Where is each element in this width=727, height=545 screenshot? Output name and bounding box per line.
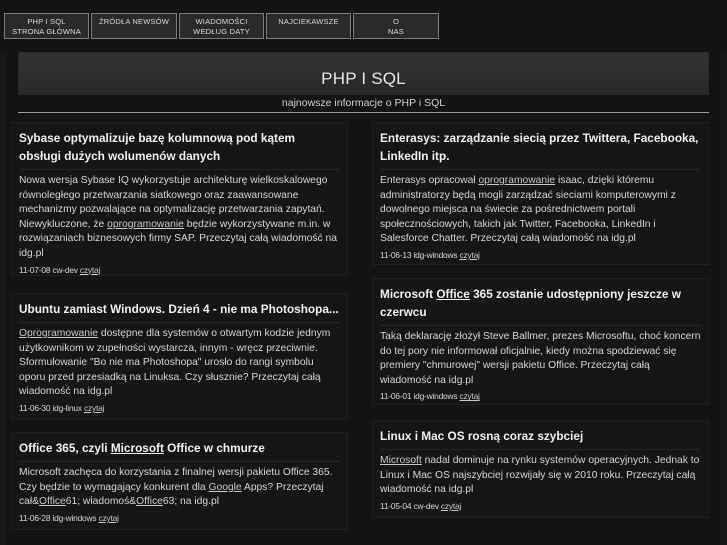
article-title[interactable]: Linux i Mac OS rosną coraz szybciej — [380, 427, 701, 450]
article-body — [19, 466, 340, 510]
article-date: 11-06-13 — [380, 249, 412, 260]
article-card — [372, 278, 709, 405]
nav-item-home[interactable] — [4, 13, 89, 39]
keyword-link[interactable]: Office — [136, 496, 163, 508]
nav-item-about[interactable] — [353, 13, 439, 39]
article-card — [11, 293, 348, 420]
read-link[interactable]: czytaj — [79, 264, 101, 275]
nav-item-news-by-date-line1: WIADOMOŚCI — [195, 17, 248, 26]
top-navigation — [4, 13, 439, 39]
read-link[interactable]: czytaj — [98, 512, 119, 523]
keyword-link[interactable]: Google — [208, 481, 242, 493]
site-subtitle: najnowsze informacje o PHP i SQL — [281, 97, 446, 109]
keyword-link[interactable]: Microsoft — [110, 441, 164, 455]
read-link[interactable]: czytaj — [440, 500, 462, 511]
article-source: idg-windows — [52, 512, 97, 523]
left-stripe — [0, 52, 6, 545]
article-date: 11-06-30 — [19, 402, 51, 413]
article-source: idg-windows — [413, 391, 458, 402]
article-title[interactable]: Ubuntu zamiast Windows. Dzień 4 - nie ma Photoshopa... — [19, 300, 340, 323]
nav-item-about-line2: NAS — [387, 27, 405, 36]
body-text: będzie wykorzystywane m.in. w rozwiązaniach biznesowych firmy SAP. Przeczytaj całą wiadomość na idg.pl — [19, 218, 338, 259]
article-meta — [380, 250, 701, 260]
article-source: idg-windows — [413, 249, 458, 260]
nav-item-about-line1: O — [392, 17, 400, 26]
keyword-link[interactable]: Office — [39, 496, 66, 508]
article-title[interactable]: Sybase optymalizuje bazę kolumnową pod kątem obsługi dużych wolumenów danych — [19, 129, 340, 170]
title-text: 365 zostanie udostępniony jeszcze w czerwcu — [380, 287, 681, 319]
title-text: Microsoft — [380, 287, 437, 301]
article-source: cw-dev — [413, 500, 439, 511]
body-text: Enterasys opracował — [380, 175, 479, 186]
keyword-link[interactable]: Microsoft — [380, 455, 422, 466]
read-link[interactable]: czytaj — [83, 402, 105, 413]
article-card — [11, 122, 348, 276]
body-text: Nowa wersja Sybase IQ wykorzystuje architekturę wielkoskalowego równoległego przetwarzania siatkowego oraz zaawansowane mechanizmy pozwalające na optymalizację przetwarzania zapytań. Niewykluczone, że — [19, 175, 328, 230]
body-text: isaac, dzięki któremu administratorzy będą mogli zarządzać sieciami komputerowymi z dowolnego miejsca na świecie za pośrednictwem portali społecznościowych, takich jak Twitter, Facebooka, LinkedIn i Salesforce Chatter. Przeczytaj całą wiadomość na idg.pl — [380, 175, 676, 245]
body-text: 61; wiadomoś& — [65, 496, 137, 508]
body-text: Apps? Przeczytaj cał& — [19, 481, 324, 508]
keyword-link[interactable]: Office — [436, 287, 470, 301]
article-card — [372, 122, 709, 265]
title-text: Office 365, czyli — [19, 441, 111, 455]
read-link[interactable]: czytaj — [459, 249, 480, 260]
site-title: PHP I SQL — [321, 69, 406, 88]
article-meta — [19, 265, 340, 275]
nav-item-news-sources[interactable] — [91, 13, 177, 39]
nav-item-news-by-date[interactable] — [179, 13, 264, 39]
article-body — [380, 454, 701, 498]
article-body — [380, 174, 701, 247]
article-date: 11-06-28 — [19, 512, 51, 523]
article-source: cw-dev — [52, 264, 78, 275]
keyword-link[interactable]: oprogramowanie — [478, 175, 556, 186]
nav-item-most-interesting[interactable] — [266, 13, 351, 39]
article-meta — [380, 391, 701, 401]
nav-item-home-line2: STRONA GŁÓWNA — [12, 27, 81, 36]
title-text: Office w chmurze — [163, 441, 265, 455]
nav-item-most-interesting-line1: NAJCIEKAWSZE — [278, 17, 339, 26]
article-source: idg-linux — [52, 402, 82, 413]
article-date: 11-06-01 — [380, 391, 412, 402]
body-text: 63; na idg.pl — [162, 496, 219, 508]
article-meta — [19, 513, 340, 523]
body-text: dostępne dla systemów o otwartym kodzie jednym użytkownikom w zupełności wystarcza, innym - wręcz przeciwnie. Sformułowanie "Bo nie ma Photoshopa" urosło do rangi symbolu oporu przed przesiadką na Linuksa. Czy słusznie? Przeczytaj całą wiadomość na idg.pl — [19, 328, 331, 398]
article-body: Taką deklarację złożył Steve Ballmer, prezes Microsoftu, choć koncern do tej pory nie informował oficjalnie, kiedy można spodziewać się premiery "chmurowej" wersji pakietu Office. Przeczytaj całą wiadomość na idg.pl — [380, 331, 701, 386]
keyword-link[interactable]: Oprogramowanie — [19, 328, 98, 339]
right-stripe — [721, 52, 727, 545]
body-text: Microsoft zachęca do korzystania z finalnej wersji pakietu Office 365. Czy będzie to wymagający konkurent dla — [19, 467, 333, 493]
article-title[interactable] — [380, 285, 701, 326]
nav-item-news-by-date-line2: WEDŁUG DATY — [193, 27, 250, 36]
article-meta — [380, 501, 701, 511]
keyword-link[interactable]: oprogramowanie — [107, 218, 184, 230]
header-divider — [18, 112, 709, 113]
nav-item-home-line1: PHP I SQL — [27, 17, 66, 26]
read-link[interactable]: czytaj — [459, 391, 480, 402]
article-meta — [19, 403, 340, 413]
article-card — [372, 420, 709, 518]
article-body — [19, 174, 340, 262]
nav-item-news-sources-line1: ŹRÓDŁA NEWSÓW — [98, 17, 170, 26]
article-date: 11-05-04 — [380, 500, 412, 511]
article-title[interactable]: Enterasys: zarządzanie siecią przez Twittera, Facebooka, LinkedIn itp. — [380, 129, 701, 170]
article-body — [19, 327, 340, 400]
article-title[interactable] — [19, 439, 340, 462]
article-date: 11-07-08 — [19, 264, 51, 275]
body-text: nadal dominuje na rynku systemów operacyjnych. Jednak to Linux i Mac OS najszybciej rozwijały się w 2010 roku. Przeczytaj całą wiadomość na idg.pl — [380, 455, 700, 496]
article-card — [11, 432, 348, 530]
